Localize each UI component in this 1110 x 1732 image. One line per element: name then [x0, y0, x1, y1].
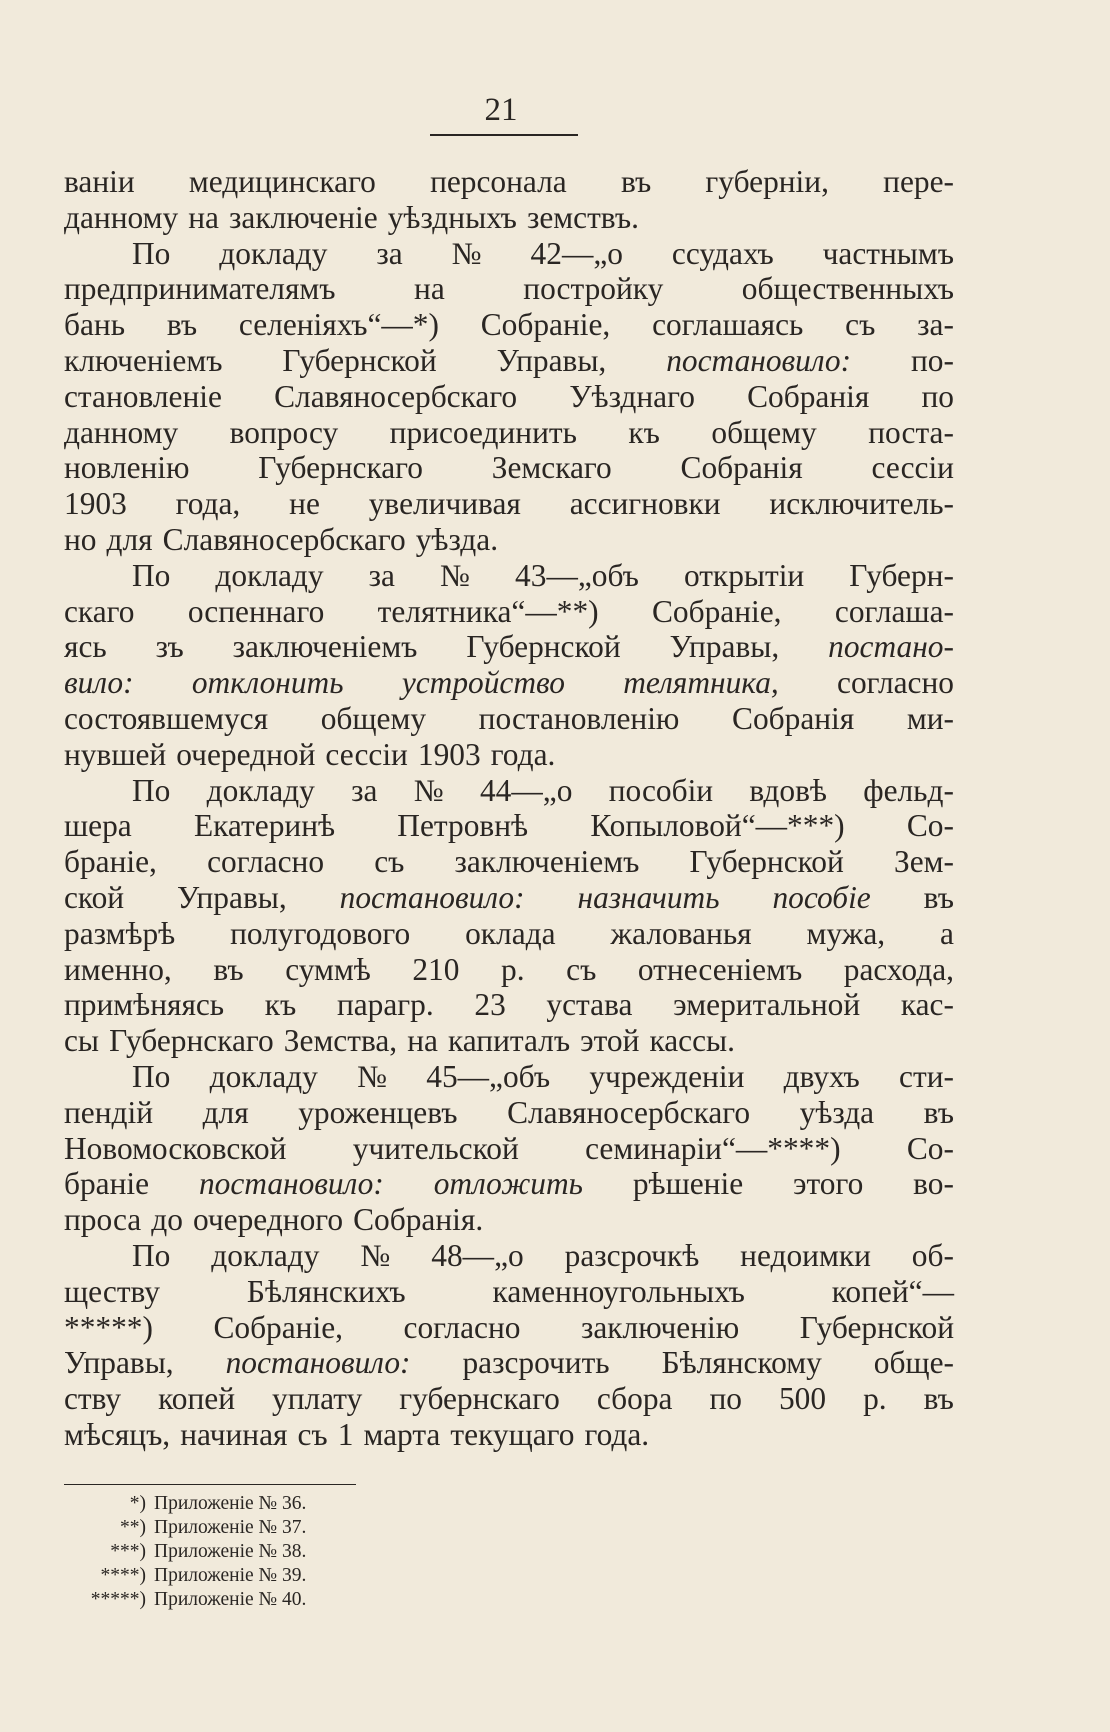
- word: 48—„о: [431, 1237, 524, 1273]
- word: Управы,: [669, 629, 780, 665]
- word: проса: [64, 1202, 142, 1238]
- text-line: [64, 1166, 954, 1202]
- word: за: [368, 557, 395, 593]
- word: Губернскаго: [109, 1023, 274, 1059]
- word: Екатеринѣ: [193, 808, 336, 844]
- word: жалованья: [610, 915, 752, 951]
- word: данному: [64, 414, 179, 450]
- word: 43—„объ: [515, 557, 639, 593]
- word: за-: [917, 307, 954, 343]
- word: Управы,: [64, 1345, 174, 1381]
- word: №: [357, 1058, 388, 1094]
- word: частнымъ: [822, 235, 954, 271]
- word: скаго: [64, 593, 135, 629]
- word: 210: [412, 951, 460, 987]
- word: заключеніемъ: [454, 844, 640, 880]
- text-line: [64, 164, 954, 200]
- word: ваніи: [64, 164, 135, 199]
- word: постановило:: [225, 1345, 411, 1381]
- word: сессіи: [871, 450, 954, 486]
- text-line: [64, 665, 954, 701]
- word: пере-: [883, 164, 954, 199]
- word: общему: [711, 414, 817, 450]
- word: медицинскаго: [188, 164, 376, 199]
- word: съ: [374, 844, 405, 880]
- footnote: [64, 1540, 306, 1564]
- word: ществу: [64, 1273, 160, 1309]
- word: во-: [913, 1166, 954, 1202]
- word: въ: [166, 307, 198, 343]
- footnote-text: Приложеніе № 39.: [154, 1565, 307, 1586]
- word: съ: [297, 1416, 328, 1452]
- footnote: [64, 1492, 306, 1516]
- word: на: [407, 1023, 438, 1059]
- word: Губернской: [799, 1309, 954, 1345]
- word: 42—„о: [530, 235, 623, 271]
- text-line: [64, 1131, 954, 1167]
- word: №: [360, 1237, 391, 1273]
- word: *****): [64, 1309, 153, 1345]
- word: марта: [363, 1416, 441, 1452]
- word: размѣрѣ: [64, 915, 176, 951]
- footnote-text: Приложеніе № 40.: [154, 1589, 307, 1610]
- word: года.: [490, 736, 556, 772]
- word: р.: [863, 1381, 887, 1417]
- word: уѣздныхъ: [387, 199, 517, 235]
- word: вило:: [64, 665, 134, 701]
- word: обще-: [873, 1345, 954, 1381]
- text-line: [64, 486, 954, 522]
- word: Губернскаго: [258, 450, 423, 486]
- footnote-text: Приложеніе № 37.: [154, 1517, 307, 1538]
- word: общественныхъ: [741, 271, 954, 307]
- word: вопросу: [229, 414, 339, 450]
- text-line: [64, 844, 954, 880]
- word: данному: [64, 199, 179, 235]
- word: года.: [584, 1416, 650, 1452]
- word: №: [440, 557, 470, 593]
- word: открытіи: [683, 557, 805, 593]
- word: увеличивая: [368, 486, 521, 522]
- word: ской: [64, 879, 125, 915]
- word: копей: [158, 1381, 235, 1417]
- word: учрежденіи: [589, 1058, 745, 1094]
- word: браніе,: [64, 844, 157, 880]
- word: постановило:: [339, 879, 525, 915]
- word: очередного: [193, 1202, 344, 1238]
- word: пособіи: [608, 772, 714, 808]
- word: не: [289, 486, 320, 522]
- word: Собраніе,: [480, 307, 611, 343]
- word: присоединить: [389, 414, 577, 450]
- word: къ: [628, 414, 660, 450]
- word: персонала: [430, 164, 567, 199]
- word: Губерн-: [849, 557, 954, 593]
- word: до: [151, 1202, 183, 1238]
- footnote-separator: [64, 1484, 356, 1485]
- footnotes: [64, 1492, 306, 1612]
- word: 1903: [64, 486, 127, 522]
- word: кассы.: [649, 1023, 735, 1059]
- paragraph: [64, 236, 954, 558]
- text-line: [64, 1202, 954, 1238]
- word: Земскаго: [491, 450, 612, 486]
- word: соглаша-: [834, 593, 954, 629]
- body-text: [64, 164, 954, 1453]
- word: мужа,: [806, 915, 886, 951]
- word: полугодового: [230, 915, 411, 951]
- word: текущаго: [450, 1416, 575, 1452]
- word: по: [921, 378, 954, 414]
- word: По: [132, 557, 171, 593]
- word: 1903: [417, 736, 481, 772]
- word: для: [106, 521, 153, 557]
- text-line: [64, 773, 954, 809]
- word: Бѣлянскому: [661, 1345, 822, 1381]
- word: Славяносербскаго: [274, 378, 518, 414]
- word: Собранія.: [353, 1202, 484, 1238]
- word: По: [132, 1058, 171, 1094]
- word: Славяносербскаго: [507, 1094, 751, 1130]
- word: докладу: [206, 772, 315, 808]
- text-line: [64, 952, 954, 988]
- footnote-text: Приложеніе № 38.: [154, 1541, 307, 1562]
- word: бань: [64, 307, 126, 343]
- word: телятника,: [623, 665, 779, 701]
- text-line: [64, 737, 954, 773]
- word: заключеніе: [229, 199, 378, 235]
- text-line: [64, 1274, 954, 1310]
- word: По: [132, 235, 171, 271]
- word: докладу: [209, 1058, 318, 1094]
- word: сти-: [899, 1058, 954, 1094]
- word: съ: [566, 951, 597, 987]
- word: двухъ: [783, 1058, 860, 1094]
- word: сбора: [596, 1381, 673, 1417]
- word: Собранія: [680, 450, 803, 486]
- word: поста-: [868, 414, 954, 450]
- text-line: [64, 987, 954, 1023]
- footnote-mark: ****): [100, 1565, 146, 1586]
- text-line: [64, 1023, 954, 1059]
- word: уѣзда.: [415, 521, 499, 557]
- word: По: [132, 1237, 171, 1273]
- paragraph: [64, 773, 954, 1059]
- word: докладу: [215, 557, 324, 593]
- word: семинаріи“—****): [585, 1130, 841, 1166]
- word: суммѣ: [285, 951, 371, 987]
- word: постановило:: [198, 1166, 384, 1202]
- text-line: [64, 415, 954, 451]
- word: сессіи: [325, 736, 408, 772]
- word: ству: [64, 1381, 122, 1417]
- word: для: [202, 1094, 249, 1130]
- text-line: [64, 343, 954, 379]
- word: Уѣзднаго: [569, 378, 695, 414]
- word: пендій: [64, 1094, 154, 1130]
- text-line: [64, 808, 954, 844]
- word: начиная: [180, 1416, 288, 1452]
- paragraph: [64, 164, 954, 236]
- word: по-: [911, 342, 954, 378]
- word: пособіе: [772, 879, 871, 915]
- word: земствъ.: [526, 199, 639, 235]
- word: Петровнѣ: [397, 808, 529, 844]
- word: эмеритальной: [673, 987, 861, 1023]
- word: разсрочкѣ: [564, 1237, 700, 1273]
- text-line: [64, 379, 954, 415]
- word: общему: [320, 700, 427, 736]
- word: уроженцевъ: [298, 1094, 458, 1130]
- word: докладу: [219, 235, 328, 271]
- text-line: [64, 1345, 954, 1381]
- word: 45—„объ: [426, 1058, 551, 1094]
- word: этого: [793, 1166, 864, 1202]
- word: оклада: [465, 915, 556, 951]
- word: Новомосковской: [64, 1130, 287, 1166]
- text-line: [64, 450, 954, 486]
- word: ссудахъ: [671, 235, 774, 271]
- page-number-rule: [430, 134, 578, 136]
- word: постановило:: [666, 342, 852, 378]
- word: Управы,: [496, 342, 607, 378]
- word: назначить: [577, 879, 720, 915]
- word: очередной: [176, 736, 316, 772]
- text-line: [64, 271, 954, 307]
- word: отложить: [433, 1166, 583, 1202]
- word: Копыловой“—***): [590, 808, 845, 844]
- text-line: [64, 1059, 954, 1095]
- word: 23: [474, 987, 506, 1023]
- word: расхода,: [843, 951, 954, 987]
- footnote-mark: *****): [90, 1589, 146, 1610]
- word: Собраніе,: [213, 1309, 343, 1345]
- word: Бѣлянскихъ: [246, 1273, 406, 1309]
- word: сы: [64, 1023, 100, 1059]
- word: разсрочить: [462, 1345, 610, 1381]
- text-line: [64, 307, 954, 343]
- word: капиталъ: [447, 1023, 571, 1059]
- word: Губернской: [466, 629, 621, 665]
- word: на: [414, 271, 445, 307]
- text-line: [64, 1310, 954, 1346]
- text-line: [64, 1238, 954, 1274]
- word: Собранія: [732, 700, 855, 736]
- word: Со-: [906, 808, 954, 844]
- word: въ: [213, 951, 244, 987]
- word: об-: [911, 1237, 954, 1273]
- word: каменноугольныхъ: [492, 1273, 745, 1309]
- word: 44—„о: [479, 772, 573, 808]
- word: Славяносербскаго: [162, 521, 406, 557]
- word: Губернской: [689, 844, 844, 880]
- word: оспеннаго: [187, 593, 325, 629]
- word: но: [64, 521, 97, 557]
- footnote: [64, 1516, 306, 1540]
- footnote: [64, 1564, 306, 1588]
- text-line: [64, 880, 954, 916]
- word: учительской: [352, 1130, 519, 1166]
- word: №: [413, 772, 444, 808]
- word: нувшей: [64, 736, 167, 772]
- word: именно,: [64, 951, 172, 987]
- word: телятника“—**): [377, 593, 599, 629]
- footnote: [64, 1588, 306, 1612]
- text-line: [64, 1381, 954, 1417]
- word: состоявшемуся: [64, 700, 269, 736]
- word: Земства,: [283, 1023, 398, 1059]
- word: фельд-: [863, 772, 954, 808]
- word: парагр.: [336, 987, 434, 1023]
- word: по: [709, 1381, 742, 1417]
- word: вдовѣ: [749, 772, 827, 808]
- text-line: [64, 522, 954, 558]
- word: ключеніемъ: [64, 342, 223, 378]
- word: губерніи,: [705, 164, 829, 199]
- word: согласно: [207, 844, 325, 880]
- word: По: [132, 772, 171, 808]
- word: Собраніе,: [651, 593, 782, 629]
- word: 500: [778, 1381, 827, 1417]
- word: а: [940, 915, 954, 951]
- word: примѣняясь: [64, 987, 225, 1023]
- word: года,: [175, 486, 241, 522]
- word: на: [188, 199, 219, 235]
- word: устава: [546, 987, 633, 1023]
- word: въ: [923, 879, 954, 915]
- word: съ: [845, 307, 876, 343]
- word: браніе: [64, 1166, 150, 1202]
- word: постановленію: [478, 700, 680, 736]
- word: заключеніемъ: [232, 629, 418, 665]
- word: согласно: [403, 1309, 521, 1345]
- word: этой: [580, 1023, 640, 1059]
- word: уѣзда: [799, 1094, 875, 1130]
- word: отнесеніемъ: [637, 951, 803, 987]
- word: исключитель-: [769, 486, 954, 522]
- word: губернскаго: [399, 1381, 560, 1417]
- footnote-mark: **): [120, 1517, 146, 1538]
- word: заключенію: [580, 1309, 740, 1345]
- word: постройку: [523, 271, 664, 307]
- word: въ: [620, 164, 652, 199]
- footnote-mark: ***): [110, 1541, 146, 1562]
- word: постано-: [828, 629, 954, 665]
- word: новленію: [64, 450, 190, 486]
- word: №: [451, 235, 482, 271]
- word: становленіе: [64, 378, 222, 414]
- word: за: [351, 772, 378, 808]
- paragraph: [64, 558, 954, 773]
- text-line: [64, 916, 954, 952]
- footnote-text: Приложеніе № 36.: [154, 1493, 307, 1514]
- word: устройство: [401, 665, 565, 701]
- text-line: [64, 701, 954, 737]
- word: за: [376, 235, 403, 271]
- word: ясь: [64, 629, 107, 665]
- word: въ: [923, 1094, 954, 1130]
- word: недоимки: [740, 1237, 871, 1273]
- text-line: [64, 629, 954, 665]
- paragraph: [64, 1238, 954, 1453]
- word: селеніяхъ“—*): [238, 307, 439, 343]
- word: въ: [923, 1381, 954, 1417]
- word: соглашаясь: [652, 307, 804, 343]
- paragraph: [64, 1059, 954, 1238]
- word: шера: [64, 808, 132, 844]
- text-line: [64, 236, 954, 272]
- word: р.: [501, 951, 525, 987]
- word: согласно: [837, 665, 954, 701]
- text-line: [64, 1095, 954, 1131]
- footnote-mark: *): [129, 1493, 146, 1514]
- word: къ: [264, 987, 297, 1023]
- text-line: [64, 1417, 954, 1453]
- word: докладу: [211, 1237, 320, 1273]
- page-number: 21: [484, 92, 518, 128]
- word: ассигновки: [569, 486, 721, 522]
- word: кас-: [900, 987, 954, 1023]
- word: зъ: [155, 629, 184, 665]
- text-line: [64, 594, 954, 630]
- word: отклонить: [191, 665, 344, 701]
- text-line: [64, 200, 954, 236]
- word: Собранія: [747, 378, 870, 414]
- word: мѣсяцъ,: [64, 1416, 171, 1452]
- text-line: [64, 558, 954, 594]
- word: Управы,: [177, 879, 287, 915]
- word: Зем-: [893, 844, 954, 880]
- word: Со-: [906, 1130, 954, 1166]
- word: 1: [337, 1416, 354, 1452]
- word: рѣшеніе: [632, 1166, 744, 1202]
- word: копей“—: [831, 1273, 954, 1309]
- word: уплату: [272, 1381, 363, 1417]
- word: предпринимателямъ: [64, 271, 336, 307]
- word: Губернской: [282, 342, 437, 378]
- word: ми-: [906, 700, 954, 736]
